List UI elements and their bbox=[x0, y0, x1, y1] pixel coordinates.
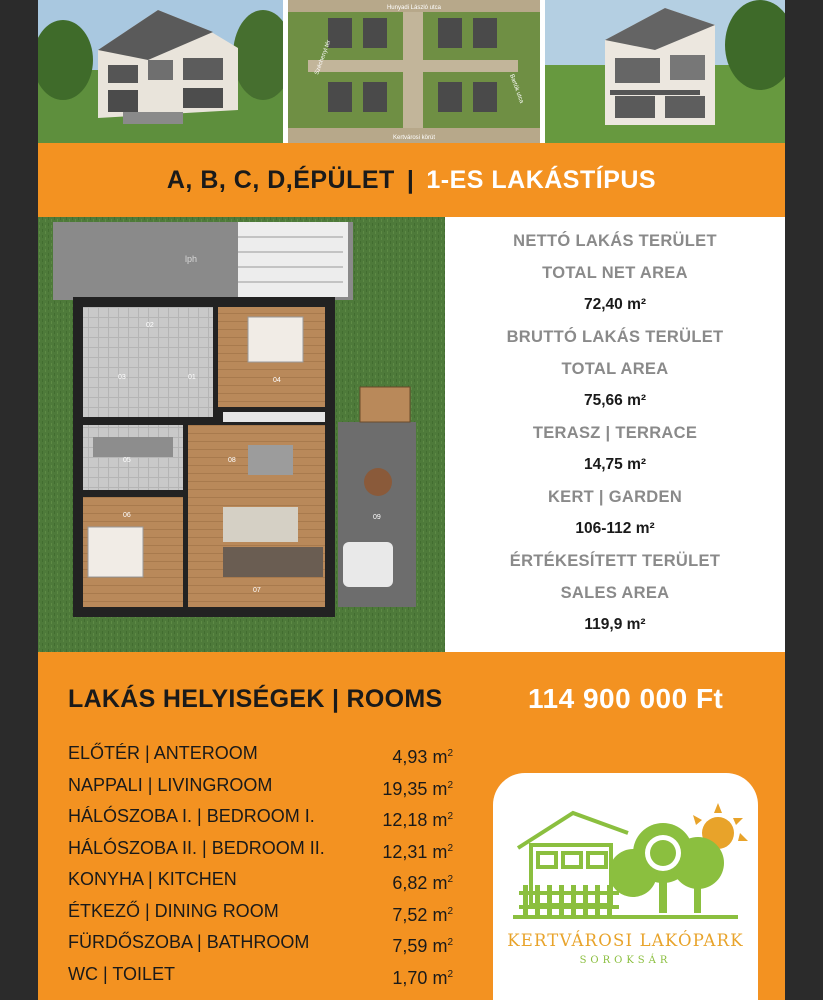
list-item bbox=[68, 833, 453, 865]
room-label-02: 02 bbox=[146, 322, 154, 329]
logo-graphic bbox=[493, 773, 758, 928]
street-label-top: Hunyadi László utca bbox=[386, 5, 442, 11]
unit-superscript: 2 bbox=[447, 937, 453, 948]
room-label-01: 01 bbox=[188, 374, 196, 381]
rooms-title: LAKÁS HELYISÉGEK | ROOMS bbox=[68, 685, 443, 713]
building-rendering-front bbox=[38, 0, 283, 143]
room-area: 19,35 $m^2$ bbox=[382, 778, 453, 799]
street-label-right: Bartók utca bbox=[508, 73, 525, 105]
terrace-value: 14,75 m² bbox=[583, 456, 647, 473]
room-name: NAPPALI | LIVINGROOM bbox=[68, 774, 273, 795]
list-item bbox=[68, 896, 453, 928]
street-label-left: Széchenyi tér bbox=[314, 39, 333, 76]
room-area: 12,31 $m^2$ bbox=[382, 841, 453, 862]
room-name: HÁLÓSZOBA II. | BEDROOM II. bbox=[68, 837, 325, 858]
brochure-page bbox=[38, 0, 785, 1000]
terrace-label: TERASZ | TERRACE bbox=[532, 424, 698, 442]
gross-area-label-hu: BRUTTÓ LAKÁS TERÜLET bbox=[506, 328, 724, 346]
gross-area-label-en: TOTAL AREA bbox=[561, 360, 669, 378]
unit-superscript: 2 bbox=[447, 842, 453, 854]
price: 114 900 000 Ft bbox=[528, 683, 724, 714]
room-label-09: 09 bbox=[373, 514, 381, 521]
unit-superscript: 2 bbox=[447, 748, 453, 759]
sales-area-label-hu: ÉRTÉKESÍTETT TERÜLET bbox=[509, 552, 721, 570]
net-area-value: 72,40 m² bbox=[583, 296, 647, 313]
list-item bbox=[68, 738, 453, 770]
room-area: 7,52 $m^2$ bbox=[392, 904, 453, 925]
room-name: WC | TOILET bbox=[68, 963, 176, 984]
room-label-05: 05 bbox=[123, 457, 131, 464]
title-separator: | bbox=[406, 165, 415, 194]
room-label-06: 06 bbox=[123, 512, 131, 519]
room-area: 1,70 $m^2$ bbox=[392, 967, 453, 988]
room-area: 12,18 $m^2$ bbox=[382, 810, 453, 830]
list-item bbox=[68, 801, 453, 833]
street-label-bottom: Kertvárosi körút bbox=[392, 135, 436, 141]
room-name: HÁLÓSZOBA I. | BEDROOM I. bbox=[68, 806, 315, 826]
net-area-label-hu: NETTÓ LAKÁS TERÜLET bbox=[513, 232, 717, 250]
stair-label: lph bbox=[184, 254, 198, 264]
floor-plan bbox=[38, 217, 445, 652]
room-label-03: 03 bbox=[118, 374, 126, 381]
garden-value: 106-112 m² bbox=[575, 520, 655, 537]
gross-area-value: 75,66 m² bbox=[583, 392, 647, 409]
room-name: KONYHA | KITCHEN bbox=[68, 869, 237, 889]
list-item bbox=[68, 927, 453, 959]
apartment-title bbox=[38, 143, 785, 217]
area-panel bbox=[445, 217, 785, 652]
room-name: FÜRDŐSZOBA | BATHROOM bbox=[68, 932, 310, 952]
unit-superscript: 2 bbox=[447, 874, 453, 885]
room-area: 7,59 $m^2$ bbox=[392, 936, 453, 956]
room-area: 4,93 $m^2$ bbox=[392, 747, 453, 767]
site-plan-aerial bbox=[288, 0, 540, 143]
net-area-label-en: TOTAL NET AREA bbox=[542, 264, 688, 282]
sales-area-value: 119,9 m² bbox=[584, 616, 646, 633]
list-item bbox=[68, 770, 453, 802]
room-label-08: 08 bbox=[228, 457, 236, 464]
room-area: 6,82 $m^2$ bbox=[392, 873, 453, 893]
room-list bbox=[68, 738, 453, 990]
logo-name: KERTVÁROSI LAKÓPARK bbox=[507, 931, 744, 950]
photo-strip bbox=[38, 0, 785, 143]
buildings-label: A, B, C, D,ÉPÜLET bbox=[166, 165, 395, 194]
building-rendering-garden bbox=[545, 0, 785, 143]
room-label-07: 07 bbox=[253, 587, 261, 594]
sales-area-label-en: SALES AREA bbox=[560, 584, 670, 602]
list-item bbox=[68, 864, 453, 896]
unit-superscript: 2 bbox=[447, 779, 453, 791]
unit-superscript: 2 bbox=[447, 968, 453, 980]
list-item bbox=[68, 959, 453, 991]
logo bbox=[493, 773, 758, 1000]
garden-label: KERT | GARDEN bbox=[547, 488, 683, 506]
unit-superscript: 2 bbox=[447, 811, 453, 822]
room-name: ELŐTÉR | ANTEROOM bbox=[68, 743, 258, 763]
room-name: ÉTKEZŐ | DINING ROOM bbox=[68, 900, 279, 921]
logo-subtitle: SOROKSÁR bbox=[579, 955, 672, 966]
apartment-type-label: 1-ES LAKÁSTÍPUS bbox=[426, 165, 657, 194]
room-label-04: 04 bbox=[273, 377, 281, 384]
unit-superscript: 2 bbox=[447, 905, 453, 917]
